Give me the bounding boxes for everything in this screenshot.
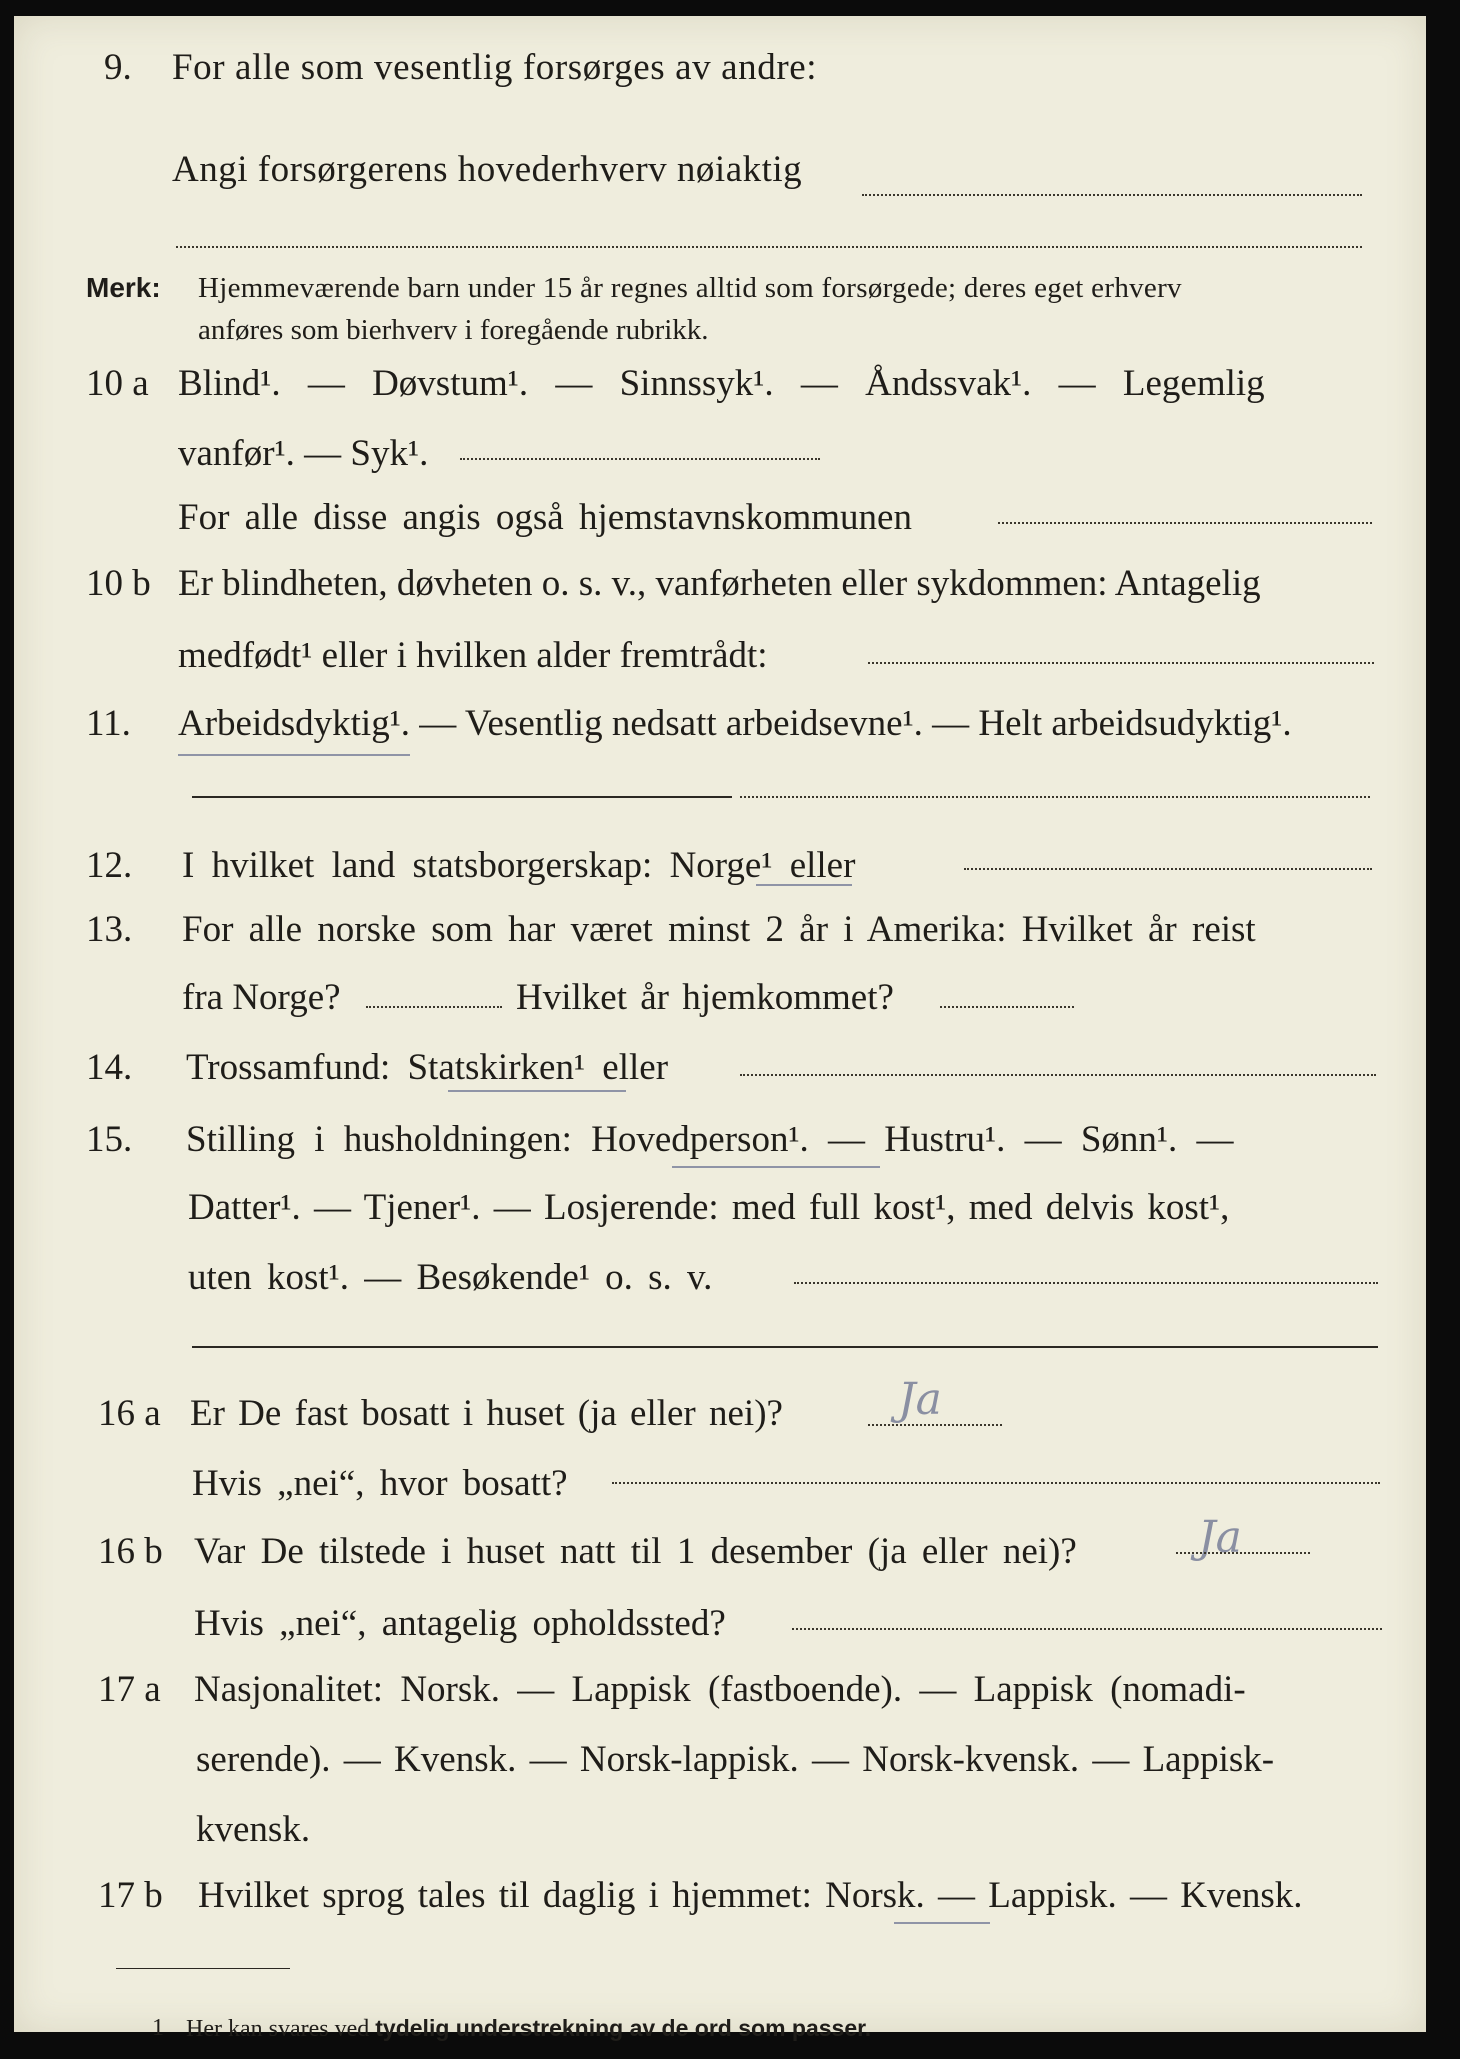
q13-row-1 xyxy=(0,900,1460,960)
q16b-handwritten-answer: Ja xyxy=(1198,1512,1242,1563)
q17a-number: 17 a xyxy=(98,1669,161,1710)
q13-row-2 xyxy=(0,968,1460,1028)
q16b-question: Var De tilstede i huset natt til 1 desember (ja eller nei)? xyxy=(194,1531,1077,1572)
q16a-row-2 xyxy=(0,1454,1460,1514)
q14-question: Trossamfund: Statskirken¹ eller xyxy=(186,1047,669,1088)
q16b-whereabouts-field[interactable] xyxy=(792,1628,1382,1630)
q14-religion-field[interactable] xyxy=(740,1074,1376,1076)
footnote-text xyxy=(186,1998,871,2059)
q10a-sick-field[interactable] xyxy=(460,458,820,460)
q15-row-3 xyxy=(0,1248,1460,1308)
q13-return-label: Hvilket år hjemkommet? xyxy=(516,977,894,1018)
q15-row-2 xyxy=(0,1178,1460,1238)
q17a-row-1 xyxy=(0,1660,1460,1720)
q16b-number: 16 b xyxy=(98,1531,163,1572)
q16a-answer-field[interactable] xyxy=(868,1424,1002,1426)
q16a-residence-label: Hvis „nei“, hvor bosatt? xyxy=(192,1463,568,1504)
q10a-number: 10 a xyxy=(86,363,149,404)
q11-number: 11. xyxy=(86,703,131,744)
q16a-handwritten-answer: Ja xyxy=(898,1374,942,1425)
q10a-home-municipality-label: For alle disse angis også hjemstavnskommunen xyxy=(178,497,912,538)
q15-number: 15. xyxy=(86,1119,133,1160)
q10a-home-municipality-field[interactable] xyxy=(998,522,1372,524)
q13-return-year-field[interactable] xyxy=(940,1006,1074,1008)
merk-row-2 xyxy=(0,300,1460,360)
q15-options-3: uten kost¹. — Besøkende¹ o. s. v. xyxy=(188,1257,713,1298)
q17a-row-2 xyxy=(0,1730,1460,1790)
q17b-number: 17 b xyxy=(98,1875,163,1916)
q15-options-1: Stilling i husholdningen: Hovedperson¹. — Hustru¹. — Sønn¹. — xyxy=(186,1119,1234,1160)
q10a-row-2 xyxy=(0,424,1460,484)
q10a-row-3 xyxy=(0,488,1460,548)
q13-departure-year-field[interactable] xyxy=(366,1006,502,1008)
q15-selection-underline xyxy=(672,1166,880,1168)
q14-selection-underline xyxy=(448,1090,626,1092)
q9-provider-occupation-label: Angi forsørgerens hovederhverv nøiaktig xyxy=(172,149,803,190)
q11-selection-underline xyxy=(178,754,410,756)
merk-label: Merk: xyxy=(86,272,161,303)
q17a-options-3: kvensk. xyxy=(196,1809,311,1850)
q17b-options: Hvilket sprog tales til daglig i hjemmet: Norsk. — Lappisk. — Kvensk. xyxy=(198,1875,1303,1916)
q9-extra-line[interactable] xyxy=(176,246,1362,248)
q15-other-field[interactable] xyxy=(794,1282,1378,1284)
q10b-onset-label: medfødt¹ eller i hvilken alder fremtrådt: xyxy=(178,635,768,676)
q11-answer-line[interactable] xyxy=(192,796,732,798)
q10b-number: 10 b xyxy=(86,563,151,604)
q12-selection-underline xyxy=(756,884,852,886)
q10a-options-2: vanfør¹. — Syk¹. xyxy=(178,433,429,474)
q12-question: I hvilket land statsborgerskap: Norge¹ eller xyxy=(182,845,856,886)
q10b-row-2 xyxy=(0,626,1460,686)
q13-number: 13. xyxy=(86,909,133,950)
q12-row-1 xyxy=(0,836,1460,896)
merk-text-2: anføres som bierhverv i foregående rubrikk. xyxy=(198,314,709,346)
q9-row-1 xyxy=(0,38,1460,98)
q17a-row-3 xyxy=(0,1800,1460,1860)
q9-number: 9. xyxy=(104,47,132,88)
q10b-onset-field[interactable] xyxy=(868,662,1374,664)
q15-answer-line[interactable] xyxy=(192,1346,1378,1348)
q9-row-2 xyxy=(0,140,1460,200)
q11-row-1 xyxy=(0,694,1460,754)
footnote-bold: tydelig understrekning av de ord som passer. xyxy=(375,2015,872,2041)
footnote-rule xyxy=(116,1968,290,1969)
q10a-row-1 xyxy=(0,354,1460,414)
q9-question: For alle som vesentlig forsørges av andre: xyxy=(172,47,818,88)
footnote-mark: 1 xyxy=(152,2015,164,2041)
q16a-row-1 xyxy=(0,1384,1460,1444)
footnote-row xyxy=(0,1998,1460,2058)
q13-departure-label: fra Norge? xyxy=(182,977,341,1018)
q16a-question: Er De fast bosatt i huset (ja eller nei)? xyxy=(190,1393,783,1434)
q12-number: 12. xyxy=(86,845,133,886)
q12-citizenship-field[interactable] xyxy=(964,868,1372,870)
q16b-answer-field[interactable] xyxy=(1176,1552,1310,1554)
q14-row-1 xyxy=(0,1038,1460,1098)
q15-row-1 xyxy=(0,1110,1460,1170)
q16b-row-2 xyxy=(0,1594,1460,1654)
q14-number: 14. xyxy=(86,1047,133,1088)
footnote-plain: Her kan svares ved xyxy=(186,2016,370,2042)
q11-answer-line-extra[interactable] xyxy=(740,796,1370,798)
q17a-options-2: serende). — Kvensk. — Norsk-lappisk. — Norsk-kvensk. — Lappisk- xyxy=(196,1739,1275,1780)
q10a-options-1: Blind¹. — Døvstum¹. — Sinnssyk¹. — Åndssvak¹. — Legemlig xyxy=(178,363,1265,404)
q13-question: For alle norske som har været minst 2 år i Amerika: Hvilket år reist xyxy=(182,909,1256,950)
q11-options: Arbeidsdyktig¹. — Vesentlig nedsatt arbeidsevne¹. — Helt arbeidsudyktig¹. xyxy=(178,703,1292,744)
q17a-options-1: Nasjonalitet: Norsk. — Lappisk (fastboende). — Lappisk (nomadi- xyxy=(194,1669,1246,1710)
q16a-residence-field[interactable] xyxy=(612,1482,1380,1484)
merk-text-1: Hjemmeværende barn under 15 år regnes alltid som forsørgede; deres eget erhverv xyxy=(198,272,1182,304)
q17b-row-1 xyxy=(0,1866,1460,1926)
q17b-selection-underline xyxy=(894,1922,990,1924)
q16a-number: 16 a xyxy=(98,1393,161,1434)
q15-options-2: Datter¹. — Tjener¹. — Losjerende: med full kost¹, med delvis kost¹, xyxy=(188,1187,1230,1228)
q10b-question: Er blindheten, døvheten o. s. v., vanførheten eller sykdommen: Antagelig xyxy=(178,563,1261,604)
q9-provider-occupation-field[interactable] xyxy=(862,194,1362,196)
q10b-row-1 xyxy=(0,554,1460,614)
q16b-whereabouts-label: Hvis „nei“, antagelig opholdssted? xyxy=(194,1603,726,1644)
